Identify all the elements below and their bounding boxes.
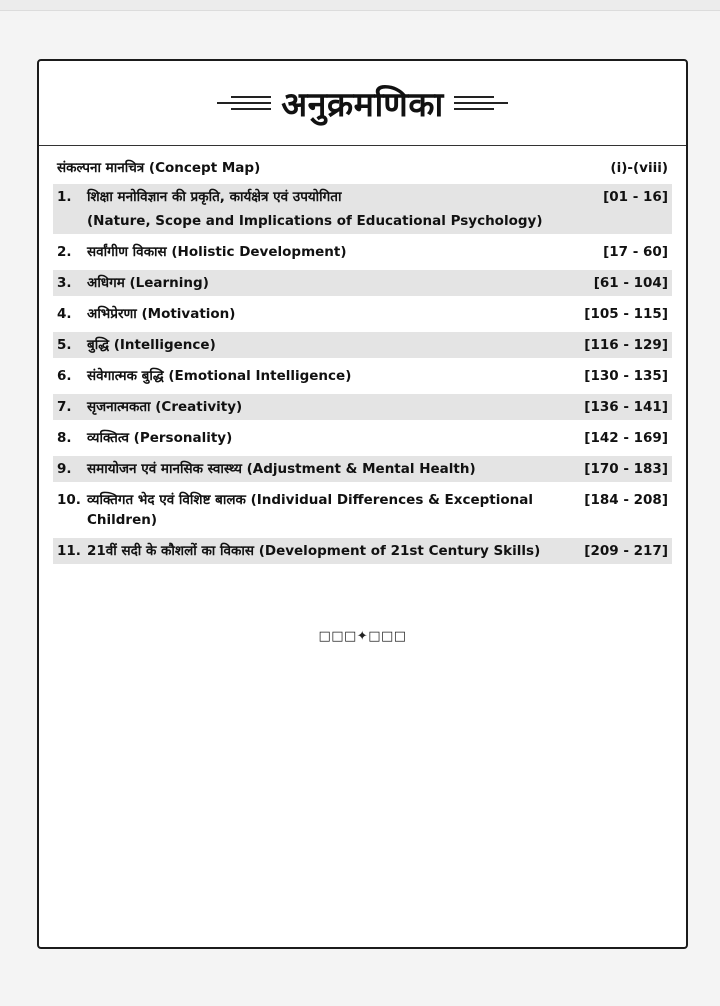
toc-entry-number: 6. <box>57 368 72 384</box>
toc-row-3[interactable] <box>53 270 672 296</box>
toc-entry-number: 2. <box>57 244 72 260</box>
toc-entry-text: संकल्पना मानचित्र (Concept Map) <box>57 160 261 176</box>
toc-row-concept-map[interactable] <box>53 154 672 182</box>
toc-entry-pages: [136 - 141] <box>584 399 668 415</box>
toc-entry-number: 1. <box>57 189 72 205</box>
table-of-contents <box>39 146 686 564</box>
toc-entry-pages: (i)-(viii) <box>610 160 668 176</box>
toc-entry-text: अभिप्रेरणा (Motivation) <box>87 306 236 322</box>
toc-row-2[interactable] <box>53 239 672 265</box>
toc-entry-pages: [130 - 135] <box>584 368 668 384</box>
toc-row-11[interactable] <box>53 538 672 564</box>
toc-entry-pages: [61 - 104] <box>593 275 668 291</box>
toc-row-7[interactable] <box>53 394 672 420</box>
title-group <box>217 80 508 126</box>
toc-entry-text: 21वीं सदी के कौशलों का विकास (Development of 21st Century Skills) <box>87 543 541 559</box>
toc-row-4[interactable] <box>53 301 672 327</box>
toc-entry-pages: [184 - 208] <box>584 492 668 508</box>
toc-entry-pages: [142 - 169] <box>584 430 668 446</box>
toc-entry-text: सर्वांगीण विकास (Holistic Development) <box>87 244 347 260</box>
toc-entry-hindi: शिक्षा मनोविज्ञान की प्रकृति, कार्यक्षेत्र एवं उपयोगिता <box>87 189 342 205</box>
toc-row-10[interactable] <box>53 487 672 533</box>
toc-entry-number: 9. <box>57 461 72 477</box>
toc-entry-number: 4. <box>57 306 72 322</box>
toc-entry-number: 5. <box>57 337 72 353</box>
toc-entry-pages: [17 - 60] <box>603 244 668 260</box>
contents-frame <box>37 59 688 949</box>
toc-entry-text: समायोजन एवं मानसिक स्वास्थ्य (Adjustment & Mental Health) <box>87 461 476 477</box>
toc-row-1[interactable] <box>53 184 672 234</box>
title-rule-left <box>217 96 271 110</box>
toc-entry-text <box>87 187 591 231</box>
toc-entry-number: 10. <box>57 492 81 508</box>
toc-entry-text: अधिगम (Learning) <box>87 275 209 291</box>
toc-entry-english: (Nature, Scope and Implications of Educational Psychology) <box>87 213 543 229</box>
toc-row-5[interactable] <box>53 332 672 358</box>
page-title: अनुक्रमणिका <box>281 85 444 125</box>
toc-entry-pages: [116 - 129] <box>584 337 668 353</box>
toc-entry-pages: [01 - 16] <box>603 189 668 205</box>
toc-row-6[interactable] <box>53 363 672 389</box>
toc-entry-text: बुद्धि (Intelligence) <box>87 337 216 353</box>
toc-entry-text: संवेगात्मक बुद्धि (Emotional Intelligence) <box>87 368 352 384</box>
toc-entry-text: व्यक्तिगत भेद एवं विशिष्ट बालक (Individual Differences & Exceptional Children) <box>87 492 533 528</box>
toc-entry-text: व्यक्तित्व (Personality) <box>87 430 233 446</box>
title-header <box>39 61 686 146</box>
toc-entry-number: 7. <box>57 399 72 415</box>
toc-entry-text: सृजनात्मकता (Creativity) <box>87 399 243 415</box>
page-top-edge <box>0 0 720 11</box>
toc-entry-pages: [209 - 217] <box>584 543 668 559</box>
toc-entry-pages: [170 - 183] <box>584 461 668 477</box>
toc-entry-number: 3. <box>57 275 72 291</box>
toc-entry-number: 11. <box>57 543 81 559</box>
toc-row-8[interactable] <box>53 425 672 451</box>
toc-row-9[interactable] <box>53 456 672 482</box>
title-rule-right <box>454 96 508 110</box>
toc-entry-number: 8. <box>57 430 72 446</box>
end-ornament: □□□✦□□□ <box>318 629 407 644</box>
toc-entry-pages: [105 - 115] <box>584 306 668 322</box>
